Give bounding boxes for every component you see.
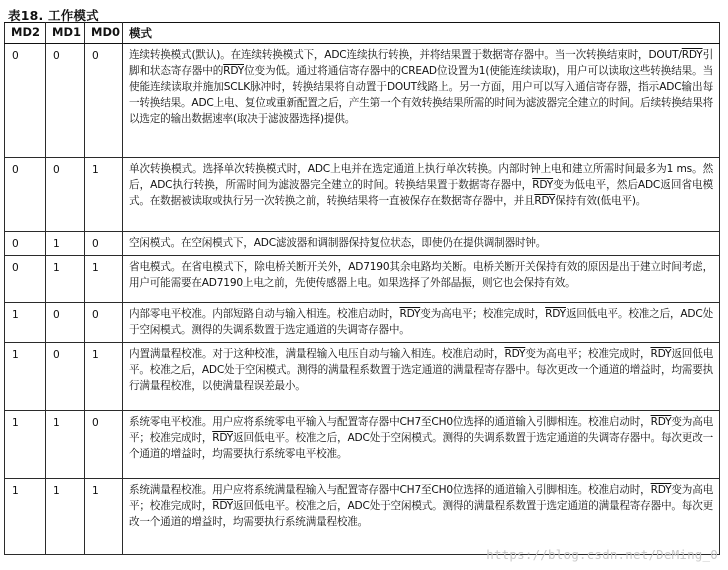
description-text: 返回低电平。校准之后，ADC处于空闲模式。测得的满量程系数置于选定通道的满量程寄存器中。每次更改一个通道的增益时，均需要执行系统满量程校准。 [129,500,713,528]
cell-md1: 0 [46,303,85,343]
description-text: 省电模式。在省电模式下，除电桥关断开关外，AD7190其余电路均关断。电桥关断开关保持有效的原因是出于建立时间考虑，用户可能需要在AD7190上电之前，先使传感器上电。如果选择了外部晶振，则它也会保持有效。 [129,261,713,289]
cell-md2: 1 [5,411,46,479]
rdy-signal-text: $\overline{RDY}$ [650,416,672,428]
header-md2: MD2 [5,23,46,44]
table-header-row [5,23,720,44]
description-text: 保持有效(低电平)。 [555,195,647,207]
cell-md0: 0 [85,303,123,343]
description-text: 单次转换模式。选择单次转换模式时，ADC上电并在选定通道上执行单次转换。内部时钟上电和建立所需时间最多为1 ms。然后，ADC执行转换，所需时间为滤波器完全建立的时间。转换结果置于数据寄存器中， [129,163,713,191]
table-row [5,343,720,411]
table-row [5,256,720,303]
description-text: 内部零电平校准。内部短路自动与输入相连。校准启动时， [129,308,400,320]
cell-md1: 1 [46,256,85,303]
description-text: 返回低电平。校准之后，ADC处于空闲模式。测得的满量程系数置于选定通道的满量程寄存器中。每次更改一个通道的增益时，均需要执行满量程校准，以使满量程误差最小。 [129,348,714,392]
description-text: 变为高电平；校准完成时， [129,484,713,512]
table-row [5,303,720,343]
rdy-signal-text: $\overline{RDY}$ [212,432,234,444]
cell-md1: 0 [46,158,85,232]
cell-md2: 0 [5,44,46,158]
rdy-signal-text: $\overline{RDY}$ [650,484,672,496]
description-text: 空闲模式。在空闲模式下，ADC滤波器和调制器保持复位状态，即使仍在提供调制器时钟。 [129,237,547,249]
rdy-signal-text: $\overline{RDY}$ [212,500,234,512]
rdy-signal-text: $\overline{RDY}$ [545,308,566,320]
rdy-signal-text: $\overline{RDY}$ [681,49,703,61]
cell-md0: 0 [85,44,123,158]
operating-modes-table [4,22,720,555]
description-text: 返回低电平。校准之后，ADC处于空闲模式。测得的失调系数置于选定通道的失调寄存器中。每次更改一个通道的增益时，均需要执行系统零电平校准。 [129,432,713,460]
description-text: 位变为低。通过将通信寄存器中的CREAD位设置为1(使能连续读取)，用户可以读取这些转换结果。当使能连续读取并施加SCLK脉冲时，转换结果将自动置于DOUT线路上。另一方面，用户可以写入通信寄存器，指示ADC输出每一转换结果。ADC上电、复位或重新配置之后，产生第一个有效转换结果所需的时间为滤波器完全建立的时间。后续转换结果将以选定的输出数据速率(取决于滤波器选择)提供。 [129,65,713,125]
description-text: 变为高电平；校准完成时， [129,416,713,444]
rdy-signal-text: $\overline{RDY}$ [504,348,526,360]
cell-mode-description [123,303,720,343]
cell-md0: 1 [85,158,123,232]
watermark: https://blog.csdn.net/DeMing_0 [486,547,718,562]
cell-md2: 0 [5,256,46,303]
header-mode: 模式 [123,23,720,44]
description-text: 内置满量程校准。对于这种校准，满量程输入电压自动与输入相连。校准启动时， [129,348,505,360]
cell-md1: 0 [46,44,85,158]
cell-md0: 1 [85,479,123,555]
cell-md2: 1 [5,303,46,343]
description-text: 变为低电平，然后ADC返回省电模式。在数据被读取或执行另一次转换之前，转换结果将一直被保存在数据寄存器中，并且 [129,179,714,207]
rdy-signal-text: $\overline{RDY}$ [534,195,556,207]
cell-mode-description [123,479,720,555]
rdy-signal-text: $\overline{RDY}$ [223,65,244,77]
cell-md1: 1 [46,232,85,256]
cell-mode-description [123,44,720,158]
cell-md2: 1 [5,343,46,411]
rdy-signal-text: $\overline{RDY}$ [650,348,672,360]
table-title: 表18. 工作模式 [8,8,99,23]
table-body [5,44,720,555]
rdy-signal-text: $\overline{RDY}$ [399,308,421,320]
cell-md0: 1 [85,256,123,303]
cell-md0: 0 [85,411,123,479]
cell-mode-description [123,232,720,256]
cell-md1: 1 [46,479,85,555]
cell-md2: 1 [5,479,46,555]
table-row [5,158,720,232]
description-text: 系统零电平校准。用户应将系统零电平输入与配置寄存器中CH7至CH0位选择的通道输入引脚相连。校准启动时， [129,416,651,428]
description-text: 变为高电平；校准完成时， [525,348,651,360]
description-text: 返回低电平。校准之后，ADC处于空闲模式。测得的失调系数置于选定通道的失调寄存器中。 [129,308,713,336]
table-row [5,479,720,555]
description-text: 引脚和状态寄存器中的 [129,49,713,77]
cell-md0: 1 [85,343,123,411]
table-row [5,411,720,479]
cell-md1: 0 [46,343,85,411]
cell-mode-description [123,256,720,303]
cell-mode-description [123,411,720,479]
table-row [5,44,720,158]
rdy-signal-text: $\overline{RDY}$ [532,179,554,191]
header-md1: MD1 [46,23,85,44]
description-text: 变为高电平；校准完成时， [420,308,546,320]
cell-md2: 0 [5,232,46,256]
table-row [5,232,720,256]
cell-mode-description [123,343,720,411]
header-md0: MD0 [85,23,123,44]
description-text: 系统满量程校准。用户应将系统满量程输入与配置寄存器中CH7至CH0位选择的通道输入引脚相连。校准启动时， [129,484,651,496]
cell-md2: 0 [5,158,46,232]
cell-md1: 1 [46,411,85,479]
cell-md0: 0 [85,232,123,256]
cell-mode-description [123,158,720,232]
description-text: 连续转换模式(默认)。在连续转换模式下，ADC连续执行转换，并将结果置于数据寄存器中。当一次转换结束时，DOUT/ [129,49,682,61]
